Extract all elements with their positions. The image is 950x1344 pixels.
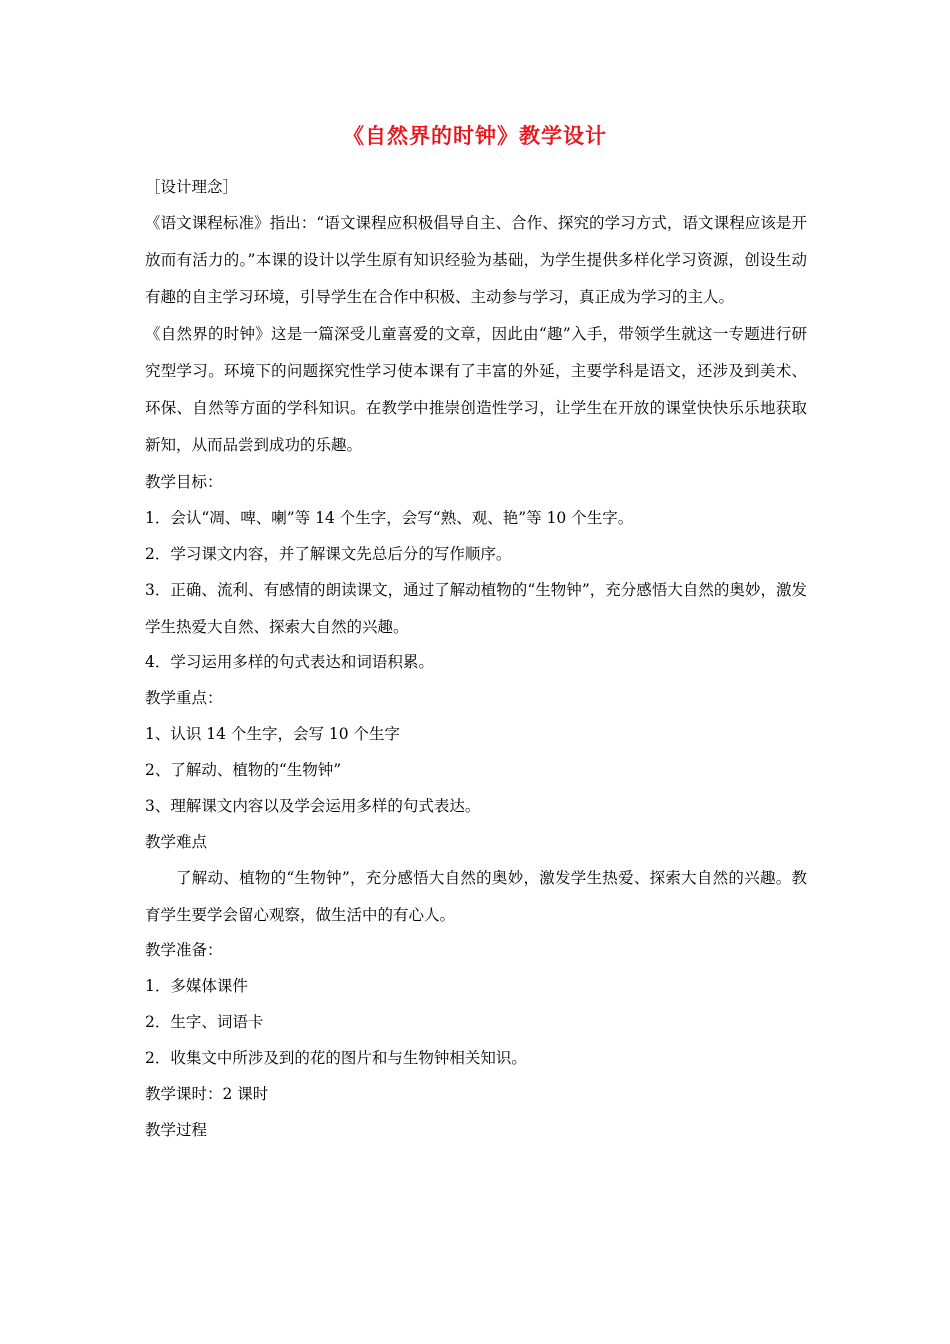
- key-point-3: 3、理解课文内容以及学会运用多样的句式表达。: [145, 797, 481, 815]
- preparation-item-3: 2．收集文中所涉及到的花的图片和与生物钟相关知识。: [145, 1049, 527, 1067]
- goal-item-2: 2．学习课文内容，并了解课文先总后分的写作顺序。: [145, 545, 512, 563]
- goal-item-1: 1．会认“凋、啤、喇”等 14 个生字，会写“熟、观、艳”等 10 个生字。: [145, 509, 634, 527]
- document-body: [145, 175, 807, 1154]
- concept-paragraph-1: 《语文课程标准》指出：“语文课程应积极倡导自主、合作、探究的学习方式，语文课程应该是开放而有活力的。”本课的设计以学生原有知识经验为基础，为学生提供多样化学习资源，创设生动有趣的自主学习环境，引导学生在合作中积极、主动参与学习，真正成为学习的主人。: [145, 214, 807, 306]
- class-hours: 教学课时：2 课时: [145, 1085, 269, 1103]
- preparation-item-2: 2．生字、词语卡: [145, 1013, 264, 1031]
- goals-heading: 教学目标：: [145, 473, 223, 491]
- key-point-2: 2、了解动、植物的“生物钟”: [145, 761, 342, 779]
- preparation-heading: 教学准备：: [145, 941, 223, 959]
- preparation-item-1: 1．多媒体课件: [145, 977, 248, 995]
- difficult-points-heading: 教学难点: [145, 833, 208, 851]
- concept-heading: ［设计理念］: [145, 178, 239, 196]
- goal-item-3: 3．正确、流利、有感情的朗读课文，通过了解动植物的“生物钟”，充分感悟大自然的奥妙，激发学生热爱大自然、探索大自然的兴趣。: [145, 581, 807, 636]
- difficult-points-paragraph: 了解动、植物的“生物钟”，充分感悟大自然的奥妙，激发学生热爱、探索大自然的兴趣。教育学生要学会留心观察，做生活中的有心人。: [145, 869, 807, 924]
- key-point-1: 1、认识 14 个生字，会写 10 个生字: [145, 725, 401, 743]
- document-title: 《自然界的时钟》教学设计: [343, 123, 607, 148]
- concept-paragraph-2: 《自然界的时钟》这是一篇深受儿童喜爱的文章，因此由“趣”入手，带领学生就这一专题进行研究型学习。环境下的问题探究性学习使本课有了丰富的外延，主要学科是语文，还涉及到美术、环保、自然等方面的学科知识。在教学中推崇创造性学习，让学生在开放的课堂快快乐乐地获取新知，从而品尝到成功的乐趣。: [145, 325, 807, 454]
- goal-item-4: 4．学习运用多样的句式表达和词语积累。: [145, 653, 434, 671]
- process-heading: 教学过程: [145, 1121, 208, 1139]
- key-points-heading: 教学重点：: [145, 689, 223, 707]
